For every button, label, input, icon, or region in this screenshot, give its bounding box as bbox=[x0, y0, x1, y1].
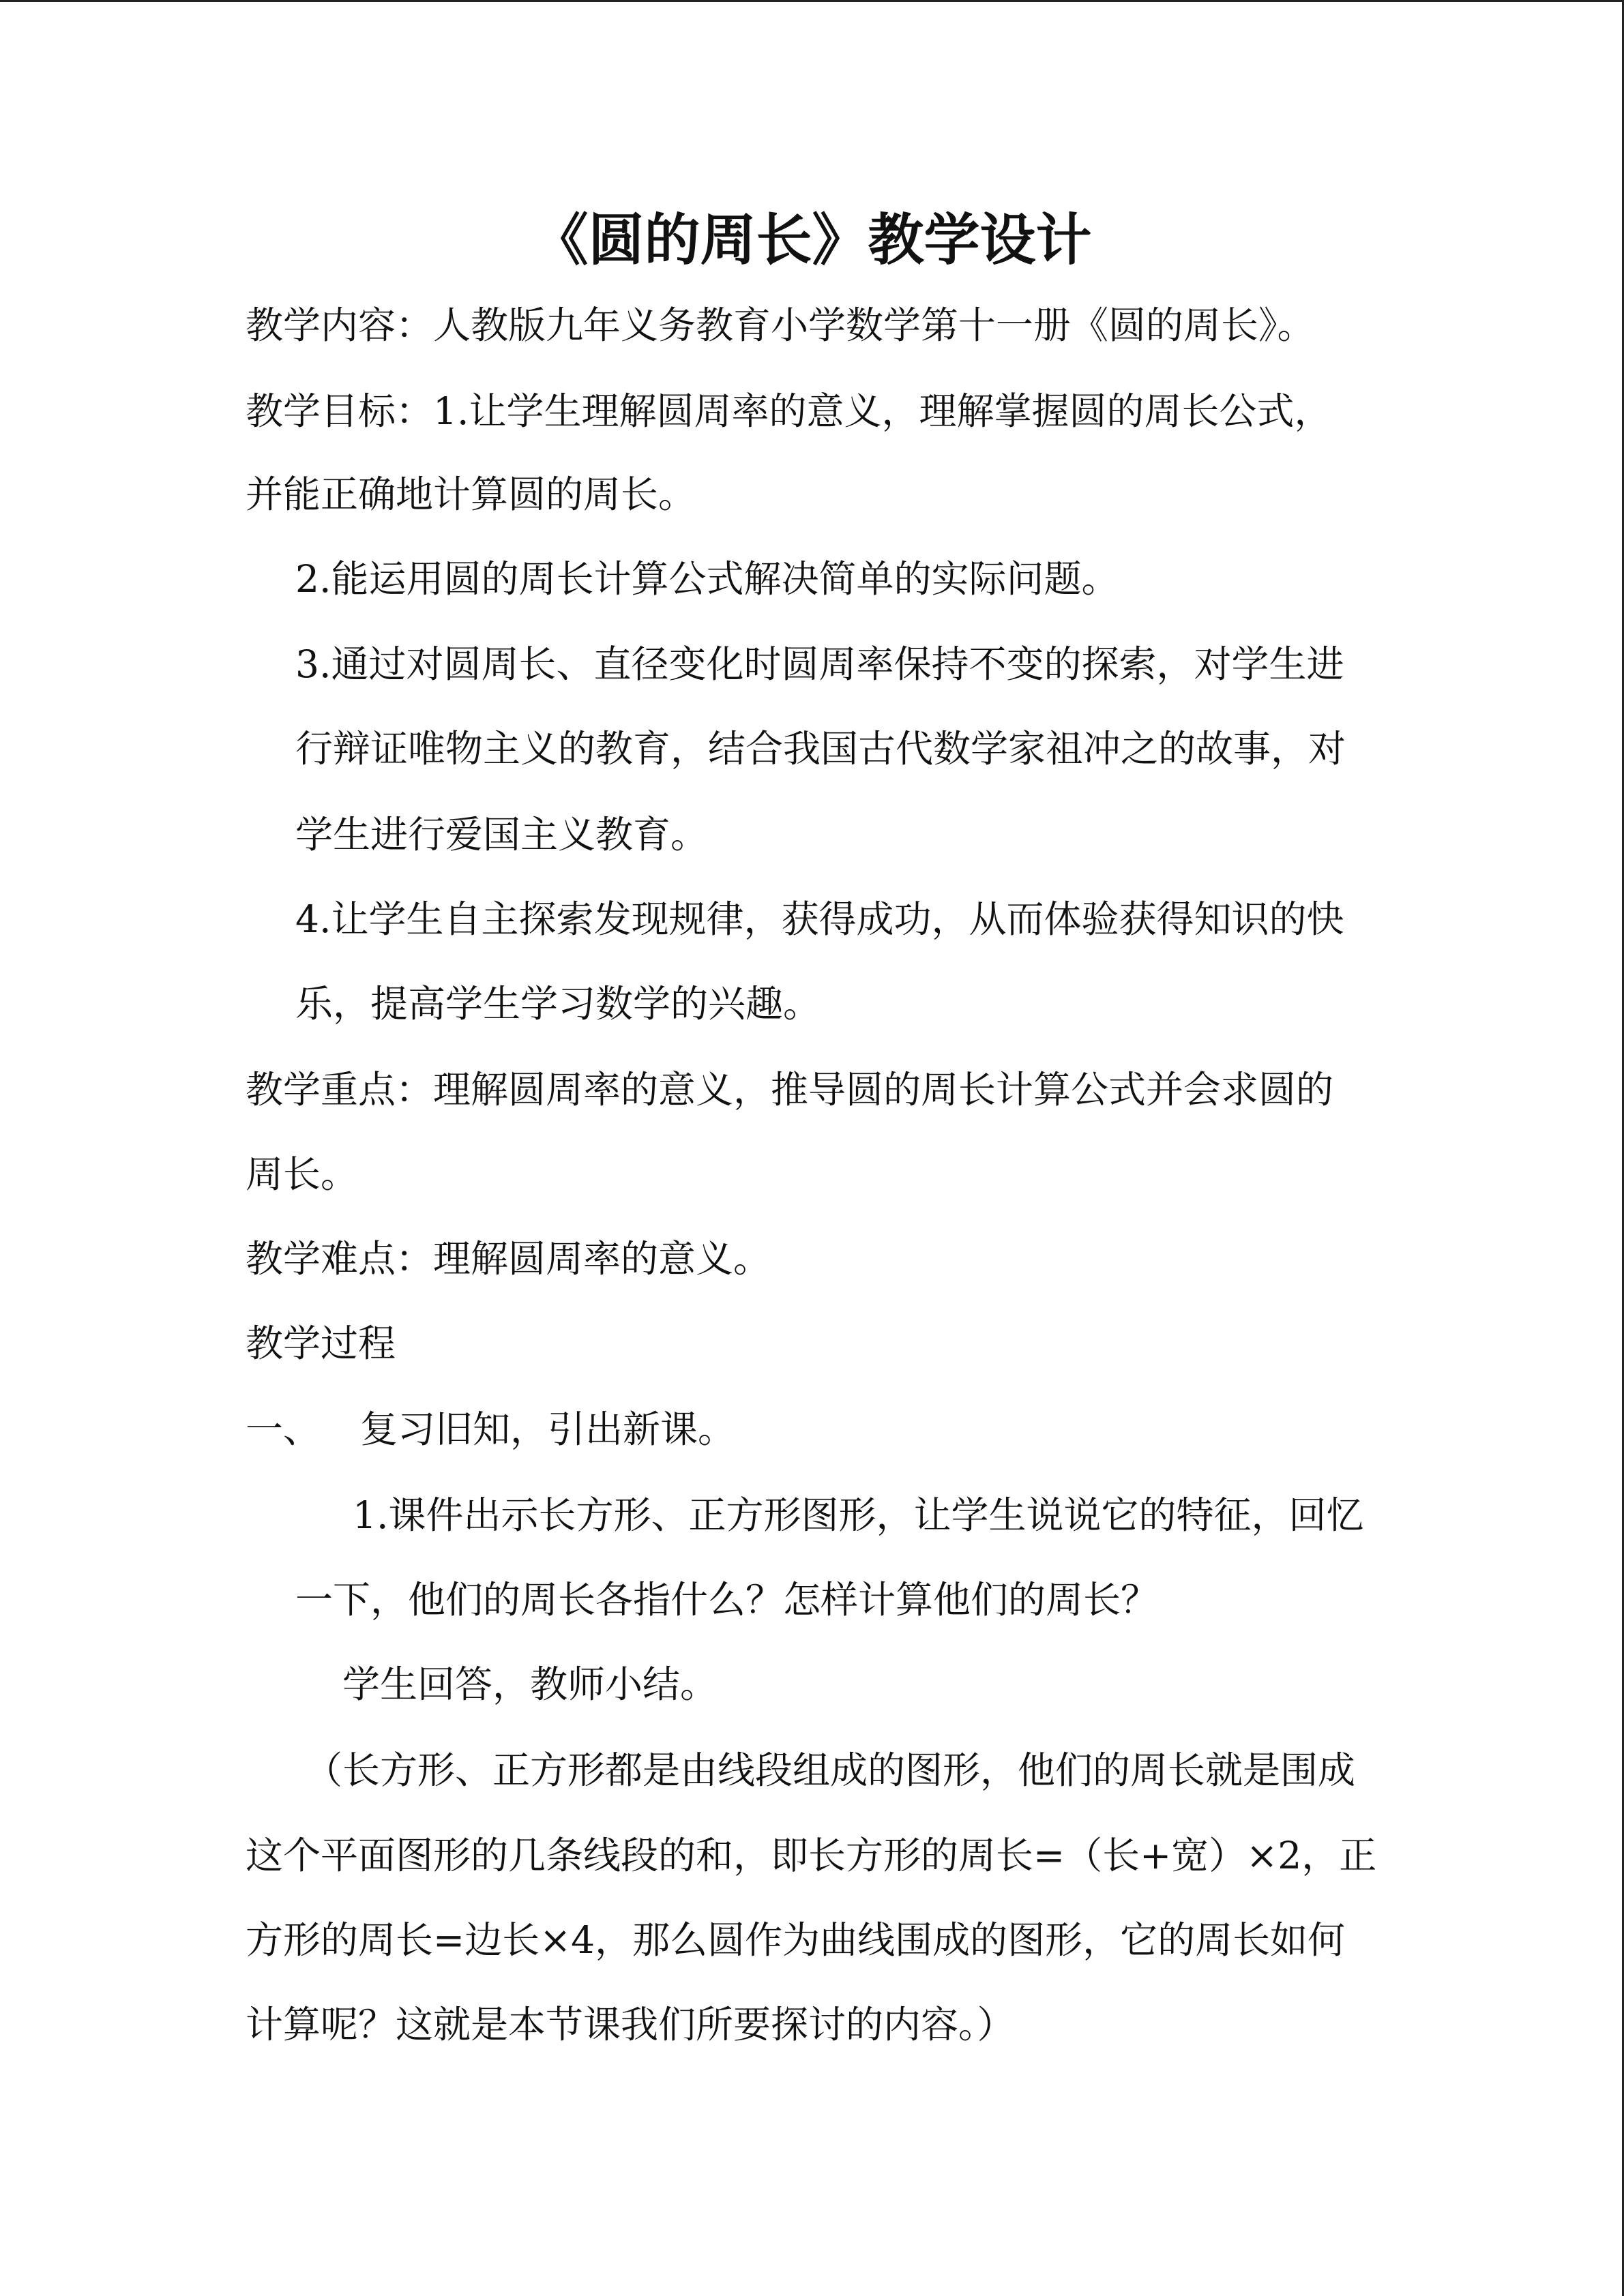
teaching-goal-line-2: 并能正确地计算圆的周长。 bbox=[246, 473, 696, 516]
key-point-line-2: 周长。 bbox=[246, 1152, 359, 1196]
teaching-content-line: 教学内容：人教版九年义务教育小学数学第十一册《圆的周长》。 bbox=[246, 303, 1315, 347]
section-1-title: 复习旧知，引出新课。 bbox=[360, 1407, 736, 1451]
key-point-line-1: 教学重点：理解圆周率的意义，推导圆的周长计算公式并会求圆的 bbox=[246, 1068, 1334, 1112]
summary-line-2: 这个平面图形的几条线段的和，即长方形的周长=（长+宽）×2，正 bbox=[246, 1834, 1377, 1877]
goal-4-line-1: 4.让学生自主探索发现规律，获得成功，从而体验获得知识的快 bbox=[295, 897, 1344, 941]
goal-3-line-3: 学生进行爱国主义教育。 bbox=[295, 813, 709, 856]
summary-line-4: 计算呢？这就是本节课我们所要探讨的内容。） bbox=[246, 2003, 1015, 2046]
summary-line-3: 方形的周长=边长×4，那么圆作为曲线围成的图形，它的周长如何 bbox=[246, 1918, 1346, 1962]
teaching-goal-line-1: 教学目标：1.让学生理解圆周率的意义，理解掌握圆的周长公式， bbox=[246, 389, 1332, 433]
goal-2-line: 2.能运用圆的周长计算公式解决简单的实际问题。 bbox=[295, 557, 1119, 601]
summary-line-1: （长方形、正方形都是由线段组成的图形，他们的周长就是围成 bbox=[305, 1748, 1356, 1792]
goal-3-line-2: 行辩证唯物主义的教育，结合我国古代数学家祖冲之的故事，对 bbox=[295, 727, 1346, 771]
document-title: 《圆的周长》教学设计 bbox=[532, 207, 1092, 273]
page-top-border bbox=[0, 0, 1624, 2]
student-answer-line: 学生回答，教师小结。 bbox=[342, 1663, 718, 1706]
goal-3-line-1: 3.通过对圆周长、直径变化时圆周率保持不变的探索，对学生进 bbox=[295, 642, 1344, 686]
process-heading: 教学过程 bbox=[246, 1322, 396, 1365]
step-1-line-1: 1.课件出示长方形、正方形图形，让学生说说它的特征，回忆 bbox=[353, 1493, 1364, 1537]
section-1-number: 一、 bbox=[246, 1407, 321, 1451]
difficulty-line: 教学难点：理解圆周率的意义。 bbox=[246, 1237, 771, 1281]
goal-4-line-2: 乐，提高学生学习数学的兴趣。 bbox=[295, 982, 821, 1026]
step-1-line-2: 一下，他们的周长各指什么？怎样计算他们的周长？ bbox=[295, 1578, 1159, 1622]
